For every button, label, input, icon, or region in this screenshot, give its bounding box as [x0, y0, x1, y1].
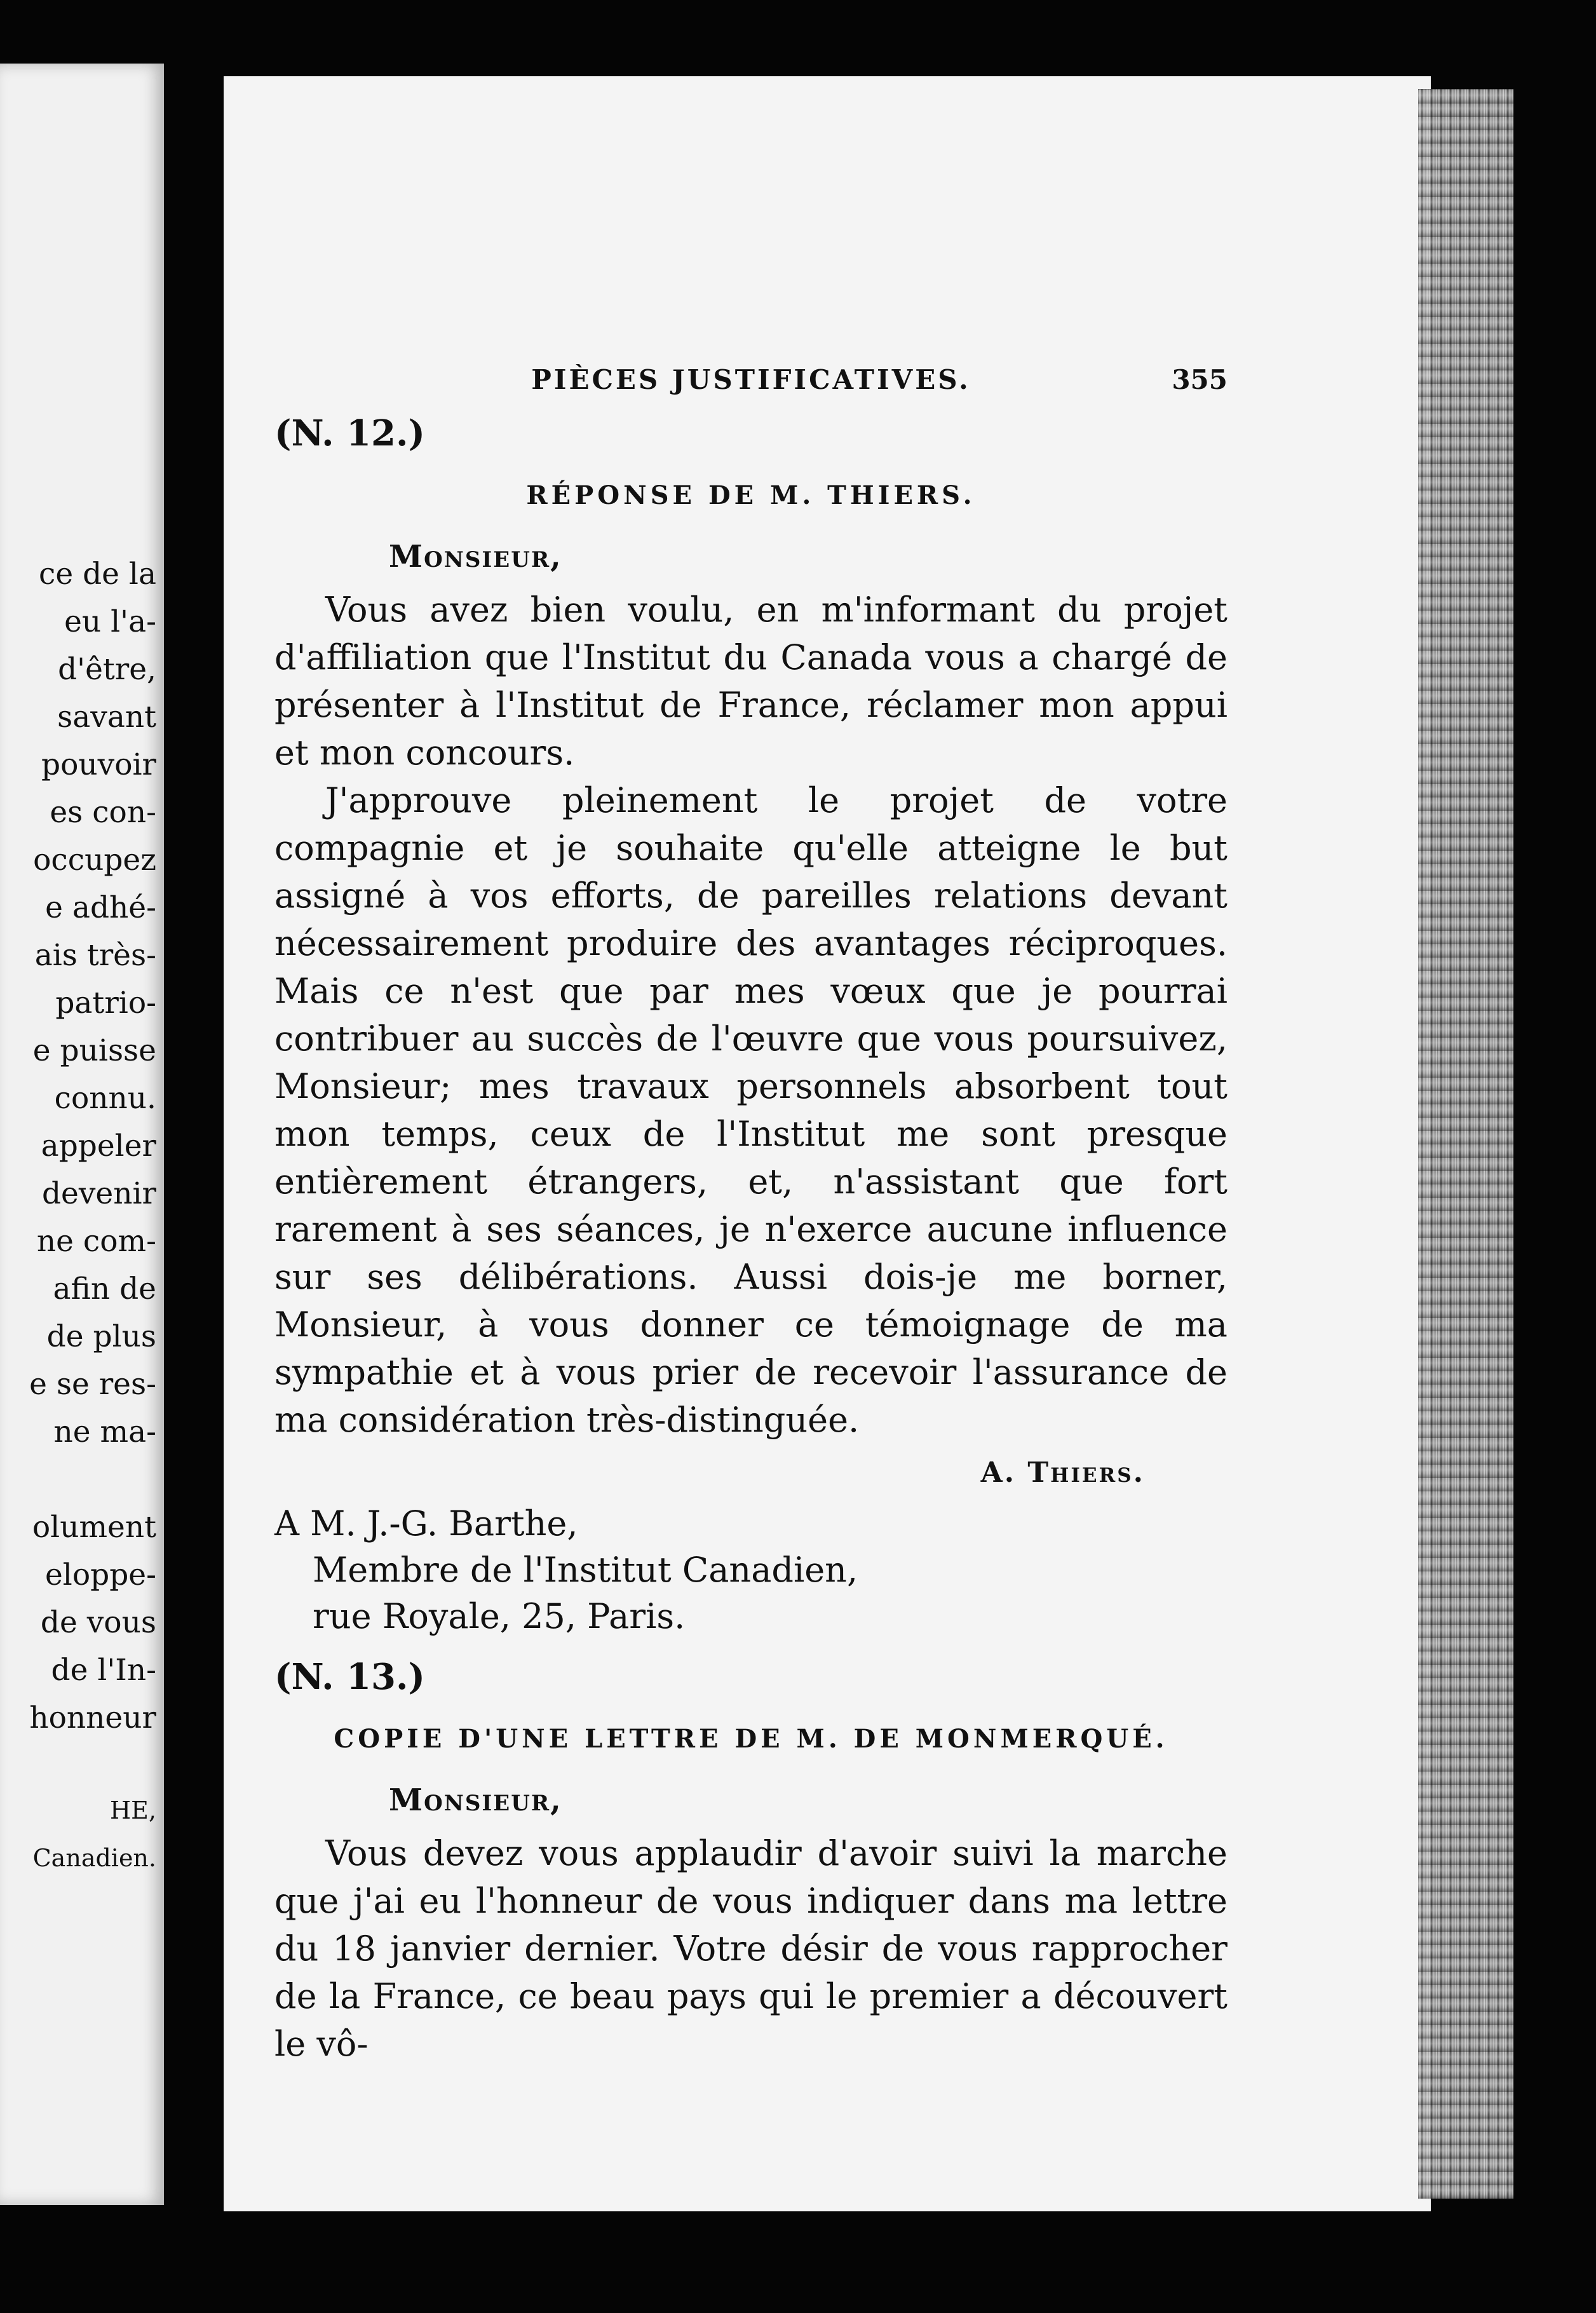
left-page-text-fragment: ne ma-: [53, 1414, 156, 1449]
left-page-text-fragment: connu.: [54, 1081, 156, 1116]
letter-12-signature: A. Thiers.: [980, 1456, 1145, 1489]
left-page-text-fragment: olument: [32, 1510, 156, 1545]
letter-13-paragraph: Vous devez vous applaudir d'avoir suivi la marche que j'ai eu l'honneur de vous indiquer dans ma lettre du 18 janvier dernier. Votre désir de vous rapprocher de la France, ce beau pays qui le premier a découvert le vô-: [274, 1833, 1227, 2064]
left-page-text-fragment: ce de la: [39, 557, 156, 592]
left-page-text-fragment: es con-: [50, 795, 156, 830]
left-page-text-fragment: de vous: [40, 1605, 156, 1640]
left-page-text-fragment: honneur: [29, 1700, 156, 1735]
book-page: [224, 76, 1431, 2211]
running-title: PIÈCES JUSTIFICATIVES.: [531, 364, 971, 395]
left-page-text-fragment: devenir: [41, 1176, 156, 1211]
letter-12-paragraph: Vous avez bien voulu, en m'informant du projet d'affiliation que l'Institut du Canada vous a chargé de présenter à l'Institut de France, réclamer mon appui et mon concours.: [274, 590, 1227, 773]
letter-12-salutation: Monsieur,: [389, 539, 562, 574]
letter-12-paragraph: J'approuve pleinement le projet de votre compagnie et je souhaite qu'elle atteigne le but assigné à vos efforts, de pareilles relations devant nécessairement produire des avantages réciproques. Mais ce n'est que par mes vœux que je pourrai contribuer au succès de l'œuvre que vous poursuivez, Monsieur; mes travaux personnels absorbent tout mon temps, ceux de l'Institut me sont presque entièrement étrangers, et, n'assistant que fort rarement à ses séances, je n'exerce aucune influence sur ses délibérations. Aussi dois-je me borner, Monsieur, à vous donner ce témoignage de ma sympathie et à vous prier de recevoir l'assurance de ma considération très-distinguée.: [274, 780, 1227, 1440]
left-page-text-fragment: afin de: [53, 1272, 156, 1306]
left-page-text-fragment: e adhé-: [45, 890, 156, 925]
letter-13-salutation: Monsieur,: [389, 1782, 562, 1818]
left-page-text-fragment: de l'In-: [51, 1653, 156, 1688]
left-page-text-fragment: ais très-: [34, 938, 156, 973]
left-page-text-fragment: e se res-: [29, 1367, 156, 1402]
page-content: [274, 356, 1227, 2068]
left-page-text-fragment: occupez: [33, 843, 156, 878]
left-page-text-fragment: e puisse: [32, 1033, 156, 1068]
left-page-text-fragment: savant: [57, 700, 156, 735]
address-line: Membre de l'Institut Canadien,: [313, 1550, 858, 1590]
left-page-text-fragment: eu l'a-: [64, 604, 156, 639]
left-page-text-fragment: de plus: [46, 1319, 156, 1354]
left-page-text-fragment: pouvoir: [41, 747, 156, 782]
page-stack-edge: [1418, 89, 1513, 2199]
running-head: [274, 356, 1227, 404]
left-page-text-fragment: d'être,: [58, 652, 156, 687]
address-line: rue Royale, 25, Paris.: [313, 1596, 686, 1636]
letter-12-heading: RÉPONSE DE M. THIERS.: [526, 480, 976, 510]
address-line: A M. J.-G. Barthe,: [274, 1503, 578, 1543]
left-page-text-fragment: HE,: [110, 1796, 156, 1824]
page-number: 355: [1172, 364, 1227, 395]
left-page-text-fragment: eloppe-: [44, 1557, 156, 1592]
letter-13-heading: COPIE D'UNE LETTRE DE M. DE MONMERQUÉ.: [334, 1724, 1168, 1754]
left-page-text-fragment: appeler: [41, 1129, 156, 1163]
left-page-text-fragment: patrio-: [55, 986, 156, 1021]
left-page-text-fragment: ne com-: [36, 1224, 156, 1259]
letter-13-number: (N. 13.): [274, 1656, 426, 1698]
letter-12-number: (N. 12.): [274, 412, 426, 454]
left-page-fragment: [0, 64, 164, 2205]
left-page-text-fragment: Canadien.: [32, 1844, 156, 1872]
